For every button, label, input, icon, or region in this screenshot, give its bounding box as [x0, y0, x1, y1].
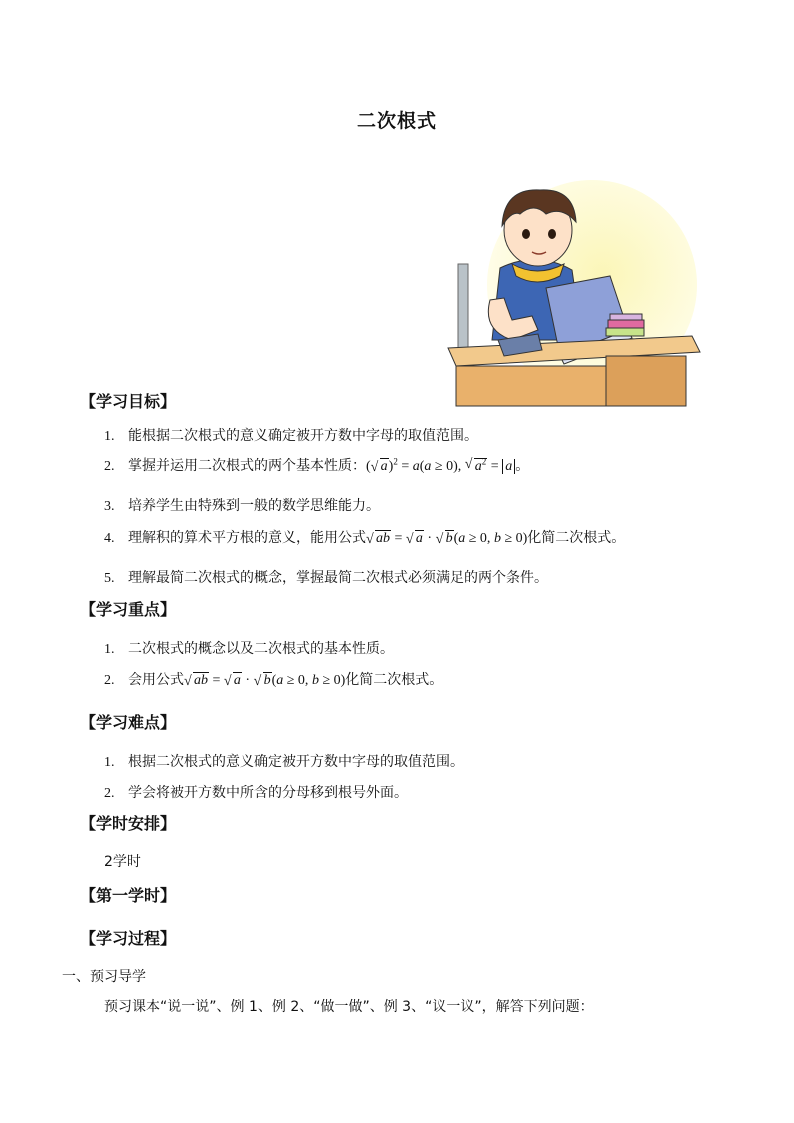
formula-product-sqrt: √ ab = √ a · √ b(a ≥ 0, b ≥ 0) — [184, 673, 346, 689]
goal-item-3 — [104, 495, 380, 515]
key-point-number: 1. — [104, 642, 115, 657]
goal-item-5 — [104, 567, 548, 587]
goal-number: 2. — [104, 459, 115, 474]
goal-text: 理解最简二次根式的概念，掌握最简二次根式必须满足的两个条件。 — [128, 570, 548, 586]
difficulty-number: 2. — [104, 786, 115, 801]
goal-text: 培养学生由特殊到一般的数学思维能力。 — [128, 498, 380, 514]
difficulty-text: 根据二次根式的意义确定被开方数中字母的取值范围。 — [128, 754, 464, 770]
goal-number: 1. — [104, 429, 115, 444]
key-point-item-2 — [104, 669, 443, 689]
goal-text: 掌握并运用二次根式的两个基本性质： — [128, 458, 366, 474]
goal-text: 能根据二次根式的意义确定被开方数中字母的取值范围。 — [128, 428, 478, 444]
goal-number: 4. — [104, 531, 115, 546]
goal-number: 5. — [104, 571, 115, 586]
section-heading-process: 【学习过程】 — [80, 929, 177, 948]
goal-item-1 — [104, 425, 478, 445]
section-heading-first-period: 【第一学时】 — [80, 886, 177, 905]
goal-item-4 — [104, 527, 625, 547]
section-heading-difficulties: 【学习难点】 — [80, 713, 177, 732]
key-point-text: 二次根式的概念以及二次根式的基本性质。 — [128, 641, 394, 657]
goal-text: 理解积的算术平方根的意义，能用公式 — [128, 530, 366, 546]
section-heading-goals: 【学习目标】 — [80, 392, 177, 411]
difficulty-item-1 — [104, 751, 464, 771]
formula-sqrt-properties: ( √ a)$^2$ = a(a ≥ 0), √ $a^2 = a$ — [366, 459, 515, 474]
difficulty-number: 1. — [104, 755, 115, 770]
goal-item-2 — [104, 455, 529, 475]
preview-instruction: 预习课本“说一说”、例 1、例 2、“做一做”、例 3、“议一议”，解答下列问题： — [104, 999, 594, 1015]
goal-tail: 化简二次根式。 — [527, 530, 626, 546]
student-reading-illustration — [442, 180, 704, 408]
difficulty-text: 学会将被开方数中所含的分母移到根号外面。 — [128, 785, 408, 801]
key-point-tail: 化简二次根式。 — [345, 672, 444, 688]
section-heading-key-points: 【学习重点】 — [80, 600, 177, 619]
schedule-text: 2学时 — [104, 854, 141, 870]
key-point-text: 会用公式 — [128, 672, 184, 688]
section-heading-schedule: 【学时安排】 — [80, 814, 177, 833]
key-point-number: 2. — [104, 673, 115, 688]
goal-tail: 。 — [515, 458, 530, 474]
key-point-item-1 — [104, 638, 394, 658]
goal-number: 3. — [104, 499, 115, 514]
page-title: 二次根式 — [356, 110, 437, 132]
formula-product-sqrt: √ ab = √ a · √ b(a ≥ 0, b ≥ 0) — [366, 531, 528, 547]
preview-heading: 一、预习导学 — [62, 969, 146, 985]
difficulty-item-2 — [104, 782, 408, 802]
